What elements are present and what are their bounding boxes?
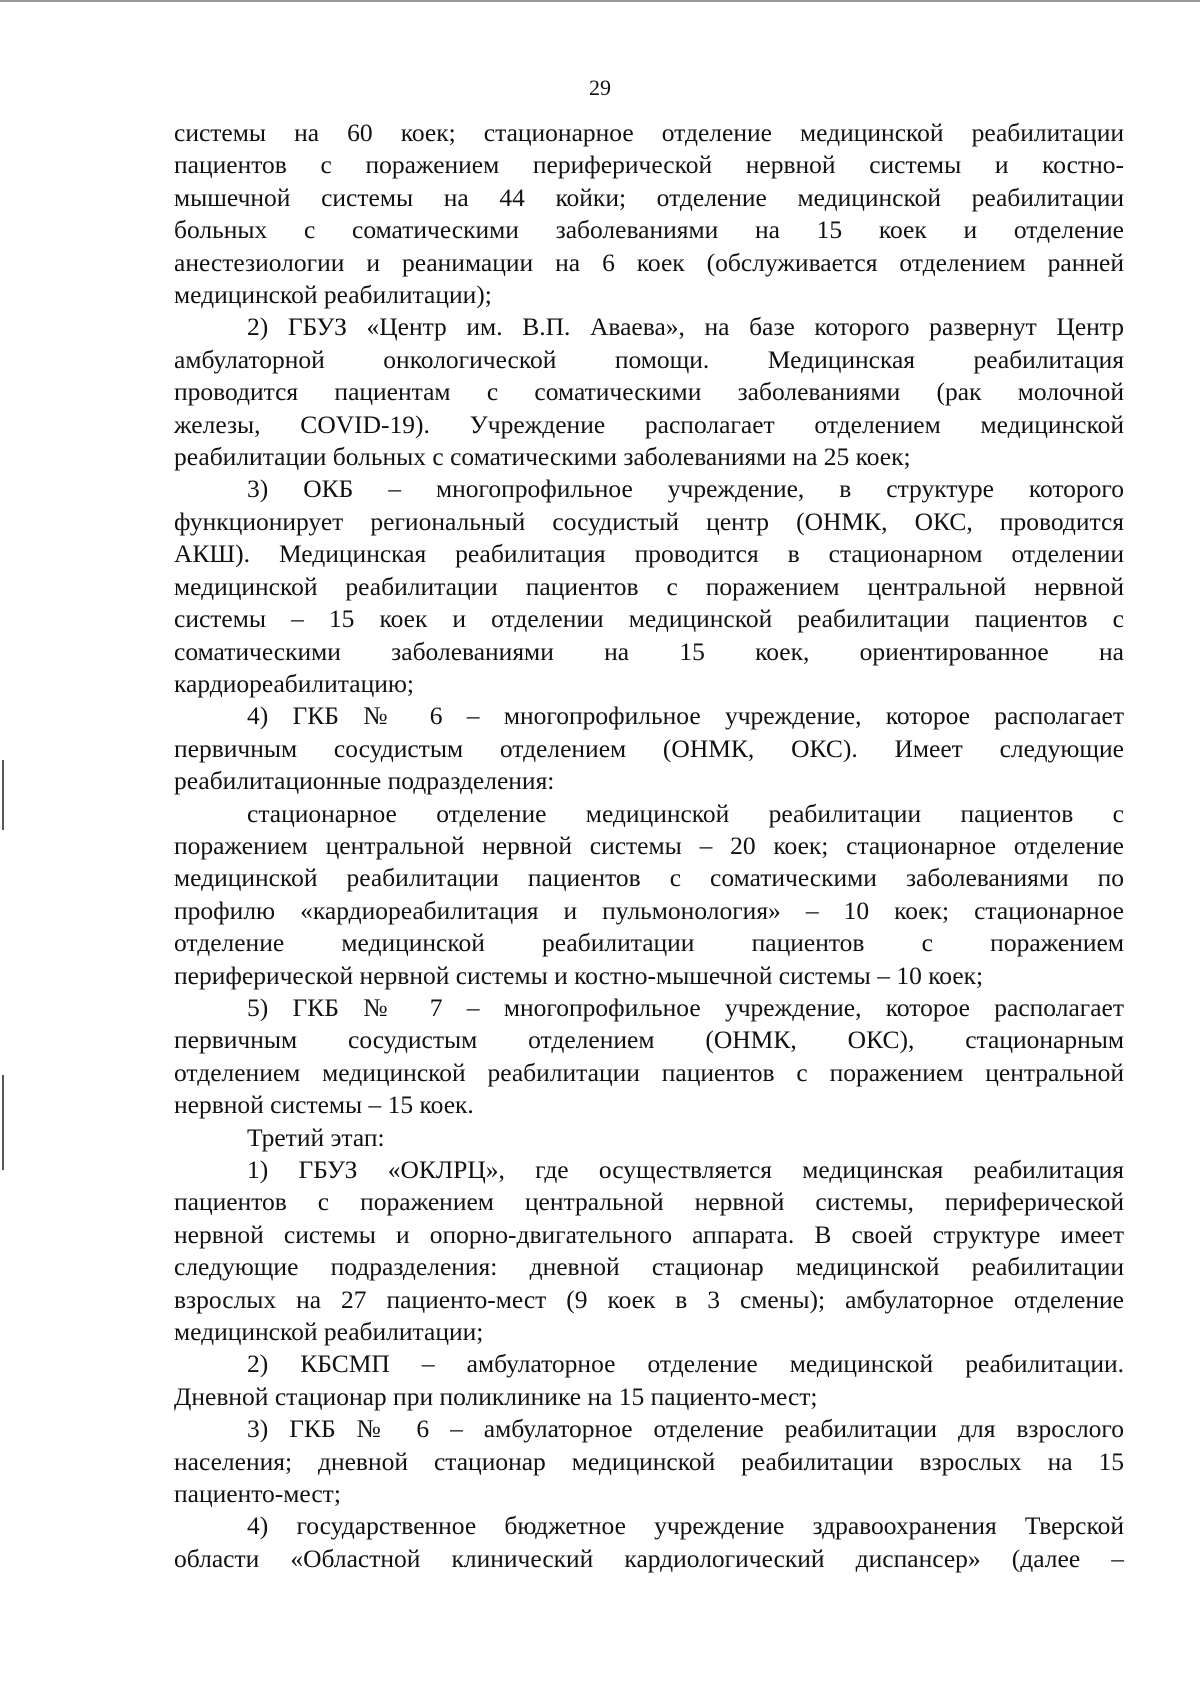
paragraph-line: 4) ГКБ № 6 – многопрофильное учреждение, которое располагает	[247, 701, 1124, 731]
paragraph-line: анестезиологии и реанимации на 6 коек (обслуживается отделением ранней	[174, 247, 1124, 277]
paragraph-line: 3) ОКБ – многопрофильное учреждение, в структуре которого	[247, 474, 1124, 504]
paragraph-line: профилю «кардиореабилитация и пульмонология» – 10 коек; стационарное	[174, 895, 1124, 925]
paragraph-line: 5) ГКБ № 7 – многопрофильное учреждение, которое располагает	[247, 992, 1124, 1022]
paragraph-line: поражением центральной нервной системы – 20 коек; стационарное отделение	[174, 830, 1124, 860]
paragraph-line: стационарное отделение медицинской реабилитации пациентов с	[247, 798, 1124, 828]
paragraph-line: железы, COVID-19). Учреждение располагает отделением медицинской	[174, 409, 1124, 439]
paragraph-line: системы на 60 коек; стационарное отделение медицинской реабилитации	[174, 118, 1124, 147]
paragraph-line: медицинской реабилитации пациентов с поражением центральной нервной	[174, 571, 1124, 601]
paragraph-line: нервной системы и опорно-двигательного аппарата. В своей структуре имеет	[174, 1219, 1124, 1249]
paragraph-line: 1) ГБУЗ «ОКЛРЦ», где осуществляется медицинская реабилитация	[247, 1155, 1124, 1184]
page-number: 29	[589, 75, 611, 100]
paragraph-line: пациентов с поражением периферической нервной системы и костно-	[174, 150, 1124, 180]
paragraph-line: функционирует региональный сосудистый центр (ОНМК, ОКС, проводится	[174, 506, 1124, 536]
paragraph-line: 3) ГКБ № 6 – амбулаторное отделение реабилитации для взрослого	[247, 1414, 1124, 1444]
paragraph-line: первичным сосудистым отделением (ОНМК, ОКС). Имеет следующие	[174, 733, 1124, 763]
paragraph-line: взрослых на 27 пациенто-мест (9 коек в 3 смены); амбулаторное отделение	[174, 1284, 1124, 1314]
document-body	[174, 117, 1124, 1575]
paragraph-line: медицинской реабилитации);	[174, 280, 492, 310]
paragraph-line: мышечной системы на 44 койки; отделение медицинской реабилитации	[174, 182, 1124, 212]
paragraph-line: населения; дневной стационар медицинской реабилитации взрослых на 15	[174, 1446, 1124, 1476]
scan-margin-mark	[2, 760, 4, 830]
paragraph-line: системы – 15 коек и отделении медицинской реабилитации пациентов с	[174, 604, 1124, 634]
paragraph-line: проводится пациентам с соматическими заболеваниями (рак молочной	[174, 377, 1124, 407]
paragraph-line: отделением медицинской реабилитации пациентов с поражением центральной	[174, 1057, 1124, 1087]
paragraph-line: амбулаторной онкологической помощи. Медицинская реабилитация	[174, 344, 1124, 374]
paragraph-line: следующие подразделения: дневной стационар медицинской реабилитации	[174, 1252, 1124, 1282]
paragraph-line: отделение медицинской реабилитации пациентов с поражением	[174, 928, 1124, 958]
paragraph-line: Дневной стационар при поликлинике на 15 пациенто-мест;	[174, 1381, 818, 1411]
paragraph-line: АКШ). Медицинская реабилитация проводится в стационарном отделении	[174, 539, 1124, 569]
paragraph-line: соматическими заболеваниями на 15 коек, ориентированное на	[174, 636, 1124, 666]
paragraph-line: медицинской реабилитации пациентов с соматическими заболеваниями по	[174, 863, 1124, 893]
paragraph-line: 2) КБСМП – амбулаторное отделение медицинской реабилитации.	[247, 1349, 1124, 1379]
paragraph-line: кардиореабилитацию;	[174, 668, 414, 698]
paragraph-line: 2) ГБУЗ «Центр им. В.П. Аваева», на базе которого развернут Центр	[247, 312, 1124, 342]
paragraph-line: пациентов с поражением центральной нервной системы, периферической	[174, 1187, 1124, 1217]
paragraph-line: 4) государственное бюджетное учреждение здравоохранения Тверской	[247, 1511, 1124, 1541]
paragraph-line: больных с соматическими заболеваниями на 15 коек и отделение	[174, 215, 1124, 245]
paragraph-line: нервной системы – 15 коек.	[174, 1090, 474, 1120]
paragraph-line: области «Областной клинический кардиологический диспансер» (далее –	[174, 1543, 1124, 1573]
paragraph-line: пациенто-мест;	[174, 1479, 341, 1509]
paragraph-line: первичным сосудистым отделением (ОНМК, ОКС), стационарным	[174, 1025, 1124, 1055]
paragraph-line: Третий этап:	[247, 1122, 385, 1152]
scan-margin-mark	[2, 1075, 4, 1170]
paragraph-line: реабилитационные подразделения:	[174, 766, 555, 796]
scan-edge-line	[0, 0, 1200, 2]
paragraph-line: реабилитации больных с соматическими заболеваниями на 25 коек;	[174, 442, 911, 472]
paragraph-line: медицинской реабилитации;	[174, 1317, 484, 1347]
paragraph-line: периферической нервной системы и костно-мышечной системы – 10 коек;	[174, 960, 984, 990]
